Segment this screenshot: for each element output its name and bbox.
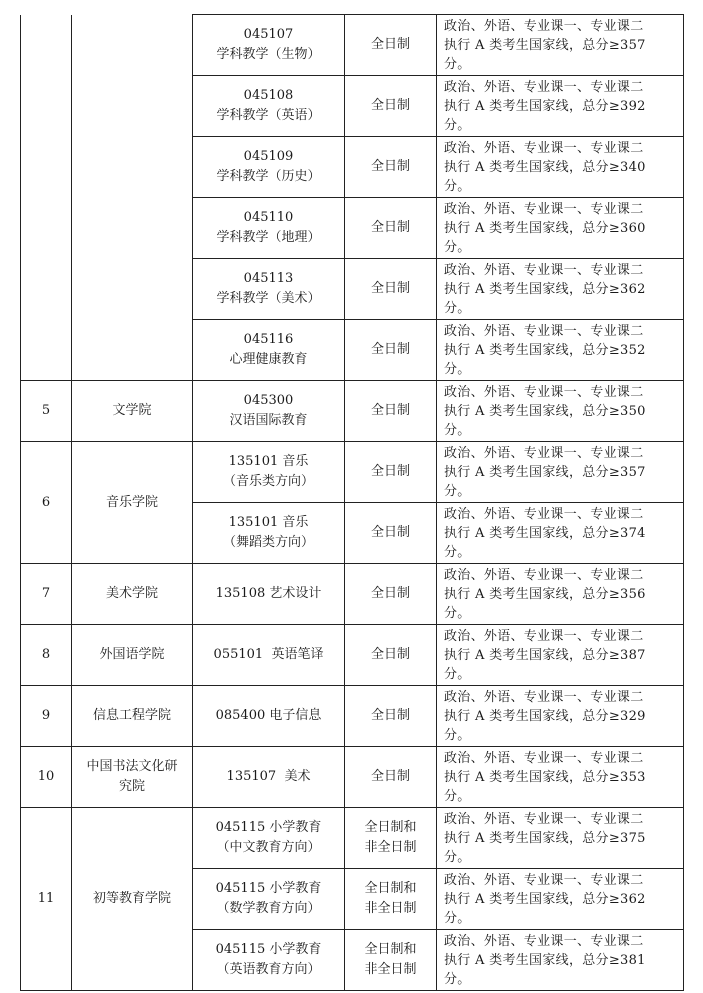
row-number: 7 [21,564,72,625]
major-name: （舞蹈类方向） [222,535,314,550]
college-name [72,747,193,808]
major-cell [193,808,345,869]
requirement-cell [437,15,684,76]
requirement-cell [437,76,684,137]
req-unit: 分。 [444,788,471,804]
req-unit: 分。 [444,910,471,926]
major-code: 135101 音乐 [228,515,309,530]
req-unit: 分。 [444,361,471,377]
mode-cell: 全日制 [345,76,437,137]
req-unit: 分。 [444,300,471,316]
req-subjects: 政治、外语、专业课一、专业课二 [444,872,644,888]
requirement-cell [437,442,684,503]
table-row [21,564,684,625]
major-name: （英语教育方向） [216,962,321,977]
table-row [21,808,684,869]
mode-cell [345,808,437,869]
continued-college-cell [72,15,193,381]
mode-cell: 全日制 [345,320,437,381]
req-unit: 分。 [444,666,471,682]
requirement-cell [437,747,684,808]
major-cell [193,137,345,198]
req-subjects: 政治、外语、专业课一、专业课二 [444,18,644,34]
major-code: 045110 [243,210,294,225]
admission-score-table [20,14,684,991]
req-score: 执行 A 类考生国家线，总分≥362 [444,281,646,297]
major-code: 045113 [243,271,294,286]
req-score: 执行 A 类考生国家线，总分≥360 [444,220,646,236]
mode-cell: 全日制 [345,442,437,503]
req-subjects: 政治、外语、专业课一、专业课二 [444,628,644,644]
req-score: 执行 A 类考生国家线，总分≥357 [444,464,646,480]
mode-cell [345,869,437,930]
college-name: 外国语学院 [72,625,193,686]
mode-cell: 全日制 [345,137,437,198]
requirement-cell [437,808,684,869]
major-cell [193,869,345,930]
major-name: 学科教学（生物） [216,47,321,62]
mode-line2: 非全日制 [364,901,417,916]
req-unit: 分。 [444,239,471,255]
req-unit: 分。 [444,178,471,194]
major-cell: 085400 电子信息 [193,686,345,747]
major-cell [193,503,345,564]
major-name: 心理健康教育 [229,352,308,367]
req-subjects: 政治、外语、专业课一、专业课二 [444,323,644,339]
major-cell [193,198,345,259]
major-cell [193,320,345,381]
row-number: 8 [21,625,72,686]
req-subjects: 政治、外语、专业课一、专业课二 [444,750,644,766]
major-cell [193,930,345,991]
major-cell [193,15,345,76]
mode-cell: 全日制 [345,259,437,320]
req-unit: 分。 [444,605,471,621]
table-row [21,686,684,747]
req-unit: 分。 [444,483,471,499]
req-score: 执行 A 类考生国家线，总分≥353 [444,769,646,785]
req-score: 执行 A 类考生国家线，总分≥374 [444,525,646,541]
requirement-cell [437,137,684,198]
req-subjects: 政治、外语、专业课一、专业课二 [444,811,644,827]
mode-cell [345,930,437,991]
req-subjects: 政治、外语、专业课一、专业课二 [444,140,644,156]
table-row [21,625,684,686]
major-cell [193,259,345,320]
table-row [21,15,684,76]
req-subjects: 政治、外语、专业课一、专业课二 [444,933,644,949]
req-subjects: 政治、外语、专业课一、专业课二 [444,506,644,522]
row-number: 10 [21,747,72,808]
row-number: 6 [21,442,72,564]
req-unit: 分。 [444,56,471,72]
major-code: 045108 [243,88,294,103]
major-code: 045115 小学教育 [215,820,322,835]
mode-line2: 非全日制 [364,962,417,977]
mode-line1: 全日制和 [364,942,417,957]
req-score: 执行 A 类考生国家线，总分≥357 [444,37,646,53]
table-row [21,442,684,503]
req-unit: 分。 [444,544,471,560]
req-score: 执行 A 类考生国家线，总分≥375 [444,830,646,846]
row-number: 9 [21,686,72,747]
mode-cell: 全日制 [345,625,437,686]
major-code: 045115 小学教育 [215,942,322,957]
req-unit: 分。 [444,117,471,133]
table-row [21,381,684,442]
mode-cell: 全日制 [345,686,437,747]
requirement-cell [437,686,684,747]
major-name: 学科教学（历史） [216,169,321,184]
mode-cell: 全日制 [345,747,437,808]
row-number: 11 [21,808,72,991]
requirement-cell [437,503,684,564]
requirement-cell [437,381,684,442]
req-subjects: 政治、外语、专业课一、专业课二 [444,262,644,278]
req-unit: 分。 [444,727,471,743]
req-subjects: 政治、外语、专业课一、专业课二 [444,689,644,705]
major-name: （中文教育方向） [216,840,321,855]
mode-cell: 全日制 [345,381,437,442]
req-score: 执行 A 类考生国家线，总分≥381 [444,952,646,968]
requirement-cell [437,930,684,991]
major-code: 045115 小学教育 [215,881,322,896]
req-subjects: 政治、外语、专业课一、专业课二 [444,201,644,217]
mode-cell: 全日制 [345,15,437,76]
major-cell [193,442,345,503]
requirement-cell [437,625,684,686]
req-score: 执行 A 类考生国家线，总分≥392 [444,98,646,114]
requirement-cell [437,564,684,625]
req-score: 执行 A 类考生国家线，总分≥352 [444,342,646,358]
row-number: 5 [21,381,72,442]
college-name: 音乐学院 [72,442,193,564]
major-code: 045107 [243,27,294,42]
req-unit: 分。 [444,971,471,987]
req-unit: 分。 [444,422,471,438]
req-score: 执行 A 类考生国家线，总分≥356 [444,586,646,602]
table-row [21,747,684,808]
req-subjects: 政治、外语、专业课一、专业课二 [444,567,644,583]
req-subjects: 政治、外语、专业课一、专业课二 [444,79,644,95]
college-name-line1: 中国书法文化研 [86,759,178,774]
mode-cell: 全日制 [345,198,437,259]
major-code: 135101 音乐 [228,454,309,469]
major-name: （音乐类方向） [222,474,314,489]
requirement-cell [437,198,684,259]
major-code: 045116 [243,332,294,347]
mode-line1: 全日制和 [364,820,417,835]
major-cell: 055101 英语笔译 [193,625,345,686]
req-score: 执行 A 类考生国家线，总分≥387 [444,647,646,663]
req-score: 执行 A 类考生国家线，总分≥350 [444,403,646,419]
major-cell [193,76,345,137]
major-cell [193,381,345,442]
req-score: 执行 A 类考生国家线，总分≥362 [444,891,646,907]
major-cell: 135108 艺术设计 [193,564,345,625]
major-cell: 135107 美术 [193,747,345,808]
continued-no-cell [21,15,72,381]
req-unit: 分。 [444,849,471,865]
college-name: 信息工程学院 [72,686,193,747]
req-score: 执行 A 类考生国家线，总分≥329 [444,708,646,724]
req-subjects: 政治、外语、专业课一、专业课二 [444,384,644,400]
req-subjects: 政治、外语、专业课一、专业课二 [444,445,644,461]
requirement-cell [437,869,684,930]
major-name: （数学教育方向） [216,901,321,916]
major-name: 学科教学（美术） [216,291,321,306]
major-name: 汉语国际教育 [229,413,308,428]
mode-cell: 全日制 [345,564,437,625]
college-name-line2: 究院 [118,779,145,794]
major-name: 学科教学（地理） [216,230,321,245]
college-name: 初等教育学院 [72,808,193,991]
major-name: 学科教学（英语） [216,108,321,123]
college-name: 文学院 [72,381,193,442]
requirement-cell [437,259,684,320]
major-code: 045109 [243,149,294,164]
req-score: 执行 A 类考生国家线，总分≥340 [444,159,646,175]
mode-line1: 全日制和 [364,881,417,896]
mode-line2: 非全日制 [364,840,417,855]
requirement-cell [437,320,684,381]
mode-cell: 全日制 [345,503,437,564]
college-name: 美术学院 [72,564,193,625]
major-code: 045300 [243,393,294,408]
